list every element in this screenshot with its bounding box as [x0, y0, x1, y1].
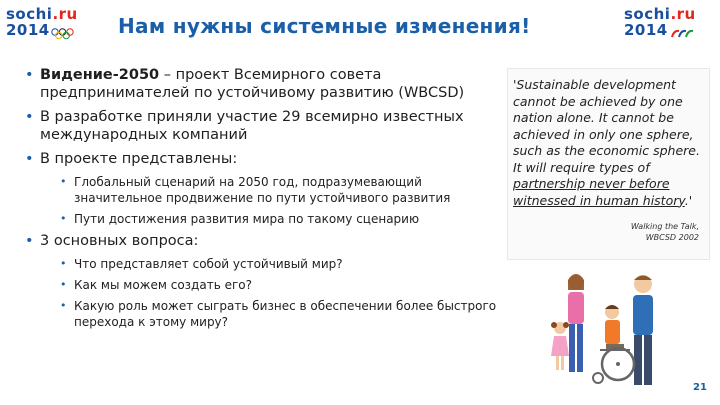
logo-line-2: 2014 [624, 21, 668, 39]
olympic-rings-icon [50, 28, 80, 40]
sochi-2014-logo-left [6, 6, 78, 46]
bullet-text: 3 основных вопроса: [40, 233, 199, 249]
sub-bullet-scenario: • Глобальный сценарий на 2050 год, подразумевающий значительное продвижение по пути устойчивого развития [22, 174, 512, 206]
bullet-three-questions [22, 232, 512, 250]
bullet-list [22, 66, 512, 335]
quote-underlined: partnership never before witnessed in human history [513, 176, 685, 208]
bullet-presented [22, 150, 512, 168]
bullet-bold: Видение-2050 [40, 67, 160, 83]
page-number: 21 [693, 382, 707, 393]
logo-line-2: 2014 [6, 21, 50, 39]
sub-bullet-question-1: • Что представляет собой устойчивый мир? [22, 256, 512, 272]
sub-bullet-paths: • Пути достижения развития мира по такому сценарию [22, 211, 512, 227]
logo-line-1: sochi.ru [624, 5, 696, 23]
bullet-text: В разработке приняли участие 29 всемирно известных международных компаний [40, 109, 464, 143]
quote-source: Walking the Talk, WBCSD 2002 [630, 222, 699, 242]
bullet-participants [22, 108, 512, 144]
slide-title: Нам нужны системные изменения! [118, 14, 531, 38]
family-illustration [538, 268, 678, 393]
bullet-text: – проект Всемирного совета предпринимателей по устойчивому развитию (WBCSD) [40, 67, 465, 101]
sochi-2014-logo-right [624, 6, 696, 46]
paralympic-agitos-icon [668, 28, 698, 40]
quote-text: 'Sustainable development cannot be achieved by one nation alone. It cannot be achieved in only one sphere, such as the economic sphere. It will require types of partnership never before witnessed in human history.' [513, 77, 700, 208]
sub-bullet-question-2: • Как мы можем создать его? [22, 277, 512, 293]
quote-box [507, 68, 710, 260]
bullet-text: В проекте представлены: [40, 151, 238, 167]
bullet-vision-2050 [22, 66, 512, 102]
sub-bullet-question-3: • Какую роль может сыграть бизнес в обеспечении более быстрого перехода к этому миру? [22, 298, 512, 330]
logo-line-1: sochi.ru [6, 5, 78, 23]
